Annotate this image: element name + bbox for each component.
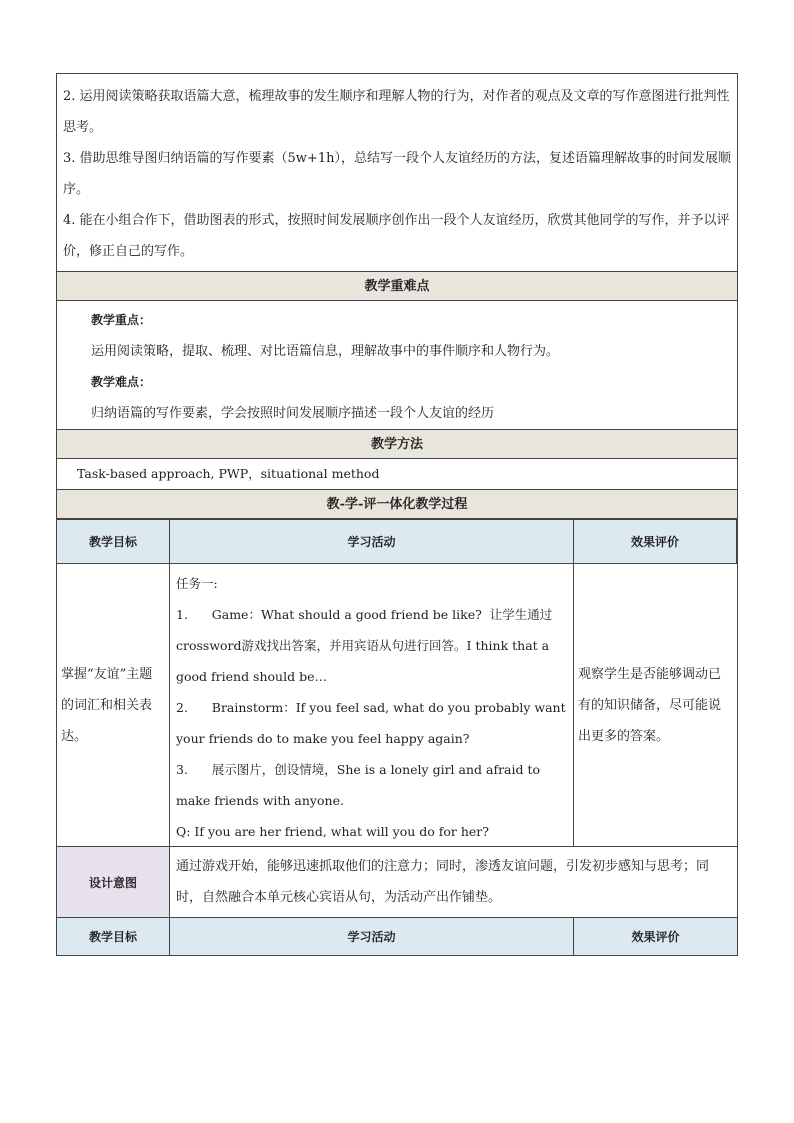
method-heading: 教学方法 <box>56 429 738 459</box>
key-point-text: 运用阅读策略，提取、梳理、对比语篇信息，理解故事中的事件顺序和人物行为。 <box>91 344 560 359</box>
header-activity-2: 学习活动 <box>170 918 574 956</box>
evaluation-cell <box>574 564 737 847</box>
goal-text: 掌握“友谊”主题的词汇和相关表达。 <box>61 666 153 744</box>
task-title: 任务一: <box>176 576 218 591</box>
focus-section <box>56 301 738 429</box>
header-goal: 教学目标 <box>57 520 170 564</box>
design-label: 设计意图 <box>57 847 170 917</box>
objective-item-4: 4. 能在小组合作下，借助图表的形式，按照时间发展顺序创作出一段个人友谊经历，欣赏其他同学的写作，并予以评价，修正自己的写作。 <box>63 213 730 259</box>
design-text: 通过游戏开始，能够迅速抓取他们的注意力；同时，渗透友谊问题，引发初步感知与思考；同时，自然融合本单元核心宾语从句，为活动产出作铺垫。 <box>176 859 710 905</box>
process-table <box>56 519 738 847</box>
activity-item-3: 3. 展示图片，创设情境，She is a lonely girl and afraid to make friends with anyone. <box>176 762 545 808</box>
header-evaluation: 效果评价 <box>574 520 737 564</box>
activity-cell <box>170 564 574 847</box>
header-goal-2: 教学目标 <box>57 918 170 956</box>
process-heading: 教-学-评一体化教学过程 <box>56 489 738 519</box>
activity-item-2: 2. Brainstorm：If you feel sad, what do you probably want your friends do to make you feel happy again? <box>176 700 570 746</box>
objective-item-2: 2. 运用阅读策略获取语篇大意，梳理故事的发生顺序和理解人物的行为，对作者的观点及文章的写作意图进行批判性思考。 <box>63 89 730 135</box>
activity-question: Q: If you are her friend, what will you do for her? <box>176 824 489 839</box>
method-text: Task-based approach, PWP，situational method <box>56 459 738 489</box>
key-point-label: 教学重点： <box>91 313 152 327</box>
focus-heading: 教学重难点 <box>56 271 738 301</box>
goal-cell <box>57 564 170 847</box>
header-evaluation-2: 效果评价 <box>574 918 737 956</box>
objective-item-3: 3. 借助思维导图归纳语篇的写作要素（5w+1h），总结写一段个人友谊经历的方法，复述语篇理解故事的时间发展顺序。 <box>63 151 731 197</box>
process-table-next-header <box>56 918 738 956</box>
objectives-section <box>56 73 738 271</box>
difficulty-text: 归纳语篇的写作要素，学会按照时间发展顺序描述一段个人友谊的经历 <box>91 406 495 421</box>
header-activity: 学习活动 <box>170 520 574 564</box>
design-row <box>56 847 738 918</box>
evaluation-text: 观察学生是否能够调动已有的知识储备，尽可能说出更多的答案。 <box>578 666 722 744</box>
difficulty-label: 教学难点： <box>91 375 152 389</box>
lesson-plan-table <box>56 73 738 956</box>
activity-item-1: 1. Game：What should a good friend be like? 让学生通过crossword游戏找出答案，并用宾语从句进行回答。I think that a good friend should be… <box>176 607 554 684</box>
